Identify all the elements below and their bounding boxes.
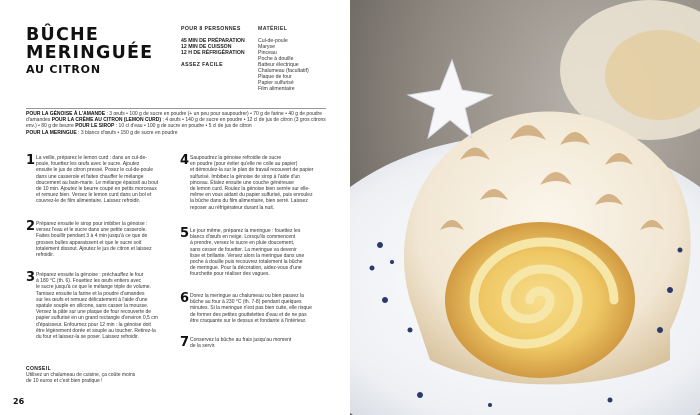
equipment-item: Chalumeau (facultatif) (258, 68, 309, 74)
recipe-photo (350, 0, 700, 415)
equipment-item: Pinceau (258, 50, 277, 56)
meringue-text: : 3 blancs d'œufs • 150 g de sucre en poudre (76, 129, 178, 136)
step-line: à prendre, versez le sucre en pluie doucement, (190, 240, 295, 247)
buche-photo-illustration (350, 0, 700, 415)
step-line: le sucre jusqu'à ce que le mélange triple de volume. (36, 284, 151, 291)
tip-line: de 10 euros et c'est bien pratique ! (26, 378, 103, 385)
step-line: être craquante sur le dessus et fondante à l'intérieur. (190, 317, 307, 324)
step-number: 1 (26, 153, 36, 168)
step-line: de meringue. Pour la décoration, aidez-vous d'une (190, 265, 302, 272)
step-number: 7 (180, 335, 190, 350)
genoise-label: POUR LA GÉNOISE À L'AMANDE (26, 111, 106, 117)
step-line: totalement dissout. Ajoutez le jus de citron et laissez (36, 245, 152, 252)
step-line: poule, fouettez les œufs avec le sucre. Ajoutez (36, 161, 140, 168)
step-line: blancs d'œufs en neige. Lorsqu'ils commencent (190, 234, 296, 241)
step-line: papier sulfurisé en un grand rectangle d'environ 0,5 cm (36, 315, 158, 322)
step-number: 3 (26, 270, 36, 285)
servings: POUR 8 PERSONNES (181, 26, 241, 32)
step-line: de former des petites gouttelettes d'eau et de ne pas (190, 311, 307, 318)
equipment-item: Film alimentaire (258, 86, 295, 92)
step-text (190, 337, 291, 349)
step-line: à 180 °C (th. 6). Fouettez les œufs entiers avec (36, 278, 142, 285)
step-line: en poudre (pour éviter qu'elle ne colle au papier) (190, 161, 298, 168)
step-text (36, 272, 158, 340)
prep-time: 45 MIN DE PRÉPARATION (181, 38, 245, 44)
step-line: sulfurisé. Imbibez la génoise de sirop à l'aide d'un (190, 173, 301, 180)
step-text (190, 155, 313, 211)
ingredients-block (26, 108, 326, 136)
recipe-title (26, 26, 176, 77)
step-line: grosses bulles apparaissent et que le sucre soit (36, 239, 142, 246)
fridge-time: 12 H DE RÉFRIGÉRATION (181, 50, 245, 56)
step-text (190, 293, 312, 324)
step-line: être légèrement dorée et souple au toucher. Retirez-la (36, 327, 156, 334)
step-line: doucement au bain-marie. Le mélange épaissit au bout (36, 179, 159, 186)
step-line: lisse et brillante. Versez alors la meringue dans une (190, 252, 305, 259)
step-number: 2 (26, 219, 36, 234)
step-text (190, 228, 304, 278)
step-line: couvrez-le de film alimentaire. Laissez refroidir. (36, 198, 141, 205)
step-line: fourchette pour réaliser des vagues. (190, 271, 270, 278)
step-number: 6 (180, 291, 190, 306)
cook-time: 12 MIN DE CUISSON (181, 44, 232, 50)
step-text (36, 221, 152, 258)
step-line: sans cesser de fouetter. La meringue va devenir (190, 246, 297, 253)
step-line: versez l'eau et le sucre dans une petite casserole. (36, 227, 147, 234)
step-line: sur les œufs et remuez délicatement à l'aide d'une (36, 296, 148, 303)
step-line: Conservez la bûche au frais jusqu'au moment (190, 337, 292, 343)
tip-box (26, 366, 156, 385)
step-line: et remuez bien. Versez le lemon curd dans un bol et (36, 192, 152, 199)
tip-heading: CONSEIL (26, 366, 52, 372)
step-line: Préparez ensuite la génoise : préchauffez le four (36, 272, 144, 278)
step-line: spatule souple en silicone, sans casser la mousse. (36, 303, 149, 310)
step-line: Saupoudrez la génoise refroidie de sucre (190, 155, 282, 161)
title-line-2: MERINGUÉE (26, 43, 154, 63)
step-line: reposer au réfrigérateur durant la nuit. (190, 204, 275, 211)
step-number: 4 (180, 153, 190, 168)
step-line: ensuite le jus de citron pressé. Posez le cul-de-poule (36, 167, 154, 174)
step-line: de 10 min. Ajoutez le beurre coupé en petits morceaux (36, 186, 157, 193)
creme-text: : 4 œufs • 140 g de sucre en poudre • 12 cl de jus de citron (3 gros citrons env.) • 80 g de beurre (26, 117, 326, 130)
equipment-item: Plaque de four (258, 74, 292, 80)
step-line: Tamisez ensuite la farine et la poudre d'amandes (36, 290, 145, 297)
step-line: et démoulez-la sur le plan de travail recouvert de papier (190, 167, 314, 174)
step-line: Préparez ensuite le sirop pour imbiber la génoise : (36, 221, 148, 227)
step-line: La veille, préparez le lemon curd : dans un cul-de- (36, 155, 147, 161)
sirop-text: : 10 cl d'eau • 100 g de sucre en poudre • 5 cl de jus de citron (114, 123, 252, 130)
step-line: Dorez la meringue au chalumeau ou bien passez la (190, 293, 304, 299)
step-line: du four et laissez-la se poser. Laissez refroidir. (36, 334, 139, 341)
step-line: Le jour même, préparez la meringue : fouettez les (190, 228, 301, 234)
meringue-label: POUR LA MERINGUE (26, 129, 77, 136)
equipment-item: Papier sulfurisé (258, 80, 294, 86)
step-line: même en vous aidant du papier sulfurisé, puis enroulez (190, 192, 313, 199)
step-line: dans une casserole et faites chauffer le mélange (36, 173, 144, 180)
step-line: refroidir. (36, 252, 55, 259)
equipment-heading: MATÉRIEL (258, 26, 288, 32)
equipment-item: Poche à douille (258, 56, 294, 62)
step-line: Faites bouillir pendant 3 à 4 min jusqu'à ce que de (36, 233, 148, 240)
step-line: bûche au four à 230 °C (th. 7-8) pendant quelques (190, 299, 302, 306)
title-subtitle: AU CITRON (26, 63, 101, 76)
creme-label: POUR LA CRÈME AU CITRON (LEMON CURD) (51, 117, 162, 124)
step-line: minutes. Si la meringue n'est pas bien cuite, elle risque (190, 305, 312, 312)
step-line: poche à douille puis recouvrez totalement la bûche (190, 259, 303, 266)
step-line: la bûche dans du film alimentaire, bien serré. Laissez (190, 198, 308, 205)
equipment-item: Maryse (258, 44, 276, 50)
step-line: d'épaisseur. Enfournez pour 12 min : la génoise doit (36, 321, 151, 328)
step-line: Versez la pâte sur une plaque de four recouverte de (36, 309, 152, 316)
sirop-label: POUR LE SIROP (75, 123, 115, 130)
genoise-text: : 3 œufs • 100 g de sucre en poudre (+ un peu pour saupoudrer) • 70 g de farine • 40 g de poudre d'amandes (26, 111, 322, 124)
step-text (36, 155, 158, 205)
recipe-meta (181, 26, 245, 68)
equipment-item: Batteur électrique (258, 62, 299, 68)
step-line: de lemon curd. Roulez la génoise bien serrée sur elle- (190, 186, 310, 193)
tip-line: Utilisez un chalumeau de cuisine, ça coûte moins (26, 372, 136, 379)
difficulty: ASSEZ FACILE (181, 62, 223, 68)
title-line-1: BÛCHE (26, 25, 99, 45)
step-number: 5 (180, 226, 190, 241)
page-number: 26 (13, 397, 25, 406)
equipment-item: Cul-de-poule (258, 38, 288, 44)
step-line: pinceau. Étalez ensuite une couche généreuse (190, 179, 294, 186)
equipment-list (258, 26, 309, 92)
step-line: de la servir. (190, 343, 216, 350)
